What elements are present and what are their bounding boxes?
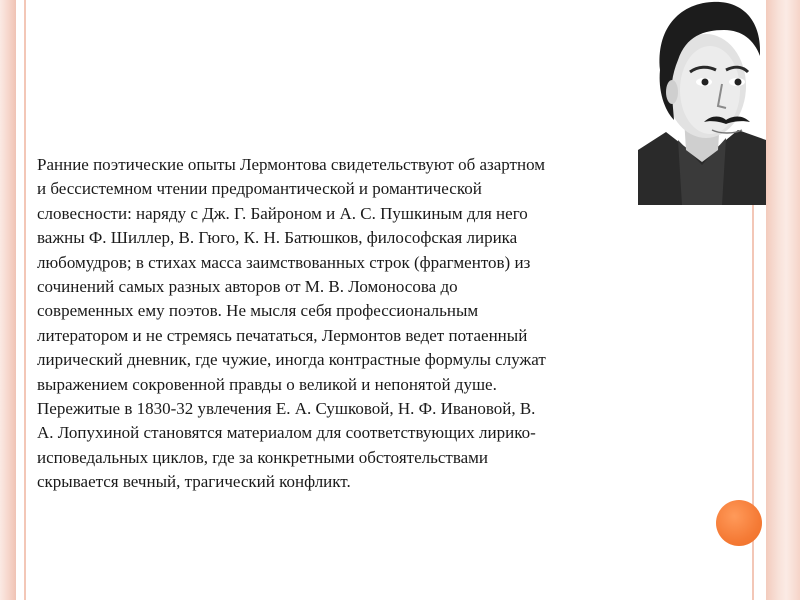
left-border-line <box>24 0 26 600</box>
slide-body-text: Ранние поэтические опыты Лермонтова свидетельствуют об азартном и бессистемном чтении предромантической и романтической словесности: наряду с Дж. Г. Байроном и А. С. Пушкиным для него важны Ф. Шиллер, В. Гюго, К. Н. Батюшков, философская лирика любомудров; в стихах масса заимствованных строк (фрагментов) из сочинений самых разных авторов от М. В. Ломоносова до современных ему поэтов. Не мысля себя профессиональным литератором и не стремясь печататься, Лермонтов ведет потаенный лирический дневник, где чужие, иногда контрастные формулы служат выражением сокровенной правды о великой и непонятой душе. Пережитые в 1830-32 увлечения Е. А. Сушковой, Н. Ф. Ивановой, В. А. Лопухиной становятся материалом для соответствующих лирико- исповедальных циклов, где за конкретными обстоятельствами скрывается вечный, трагический конфликт. <box>37 155 546 492</box>
right-border-band <box>766 0 800 600</box>
portrait-icon <box>638 0 766 205</box>
orange-accent-dot <box>716 500 762 546</box>
portrait-image <box>638 0 766 205</box>
left-border-band <box>0 0 16 600</box>
